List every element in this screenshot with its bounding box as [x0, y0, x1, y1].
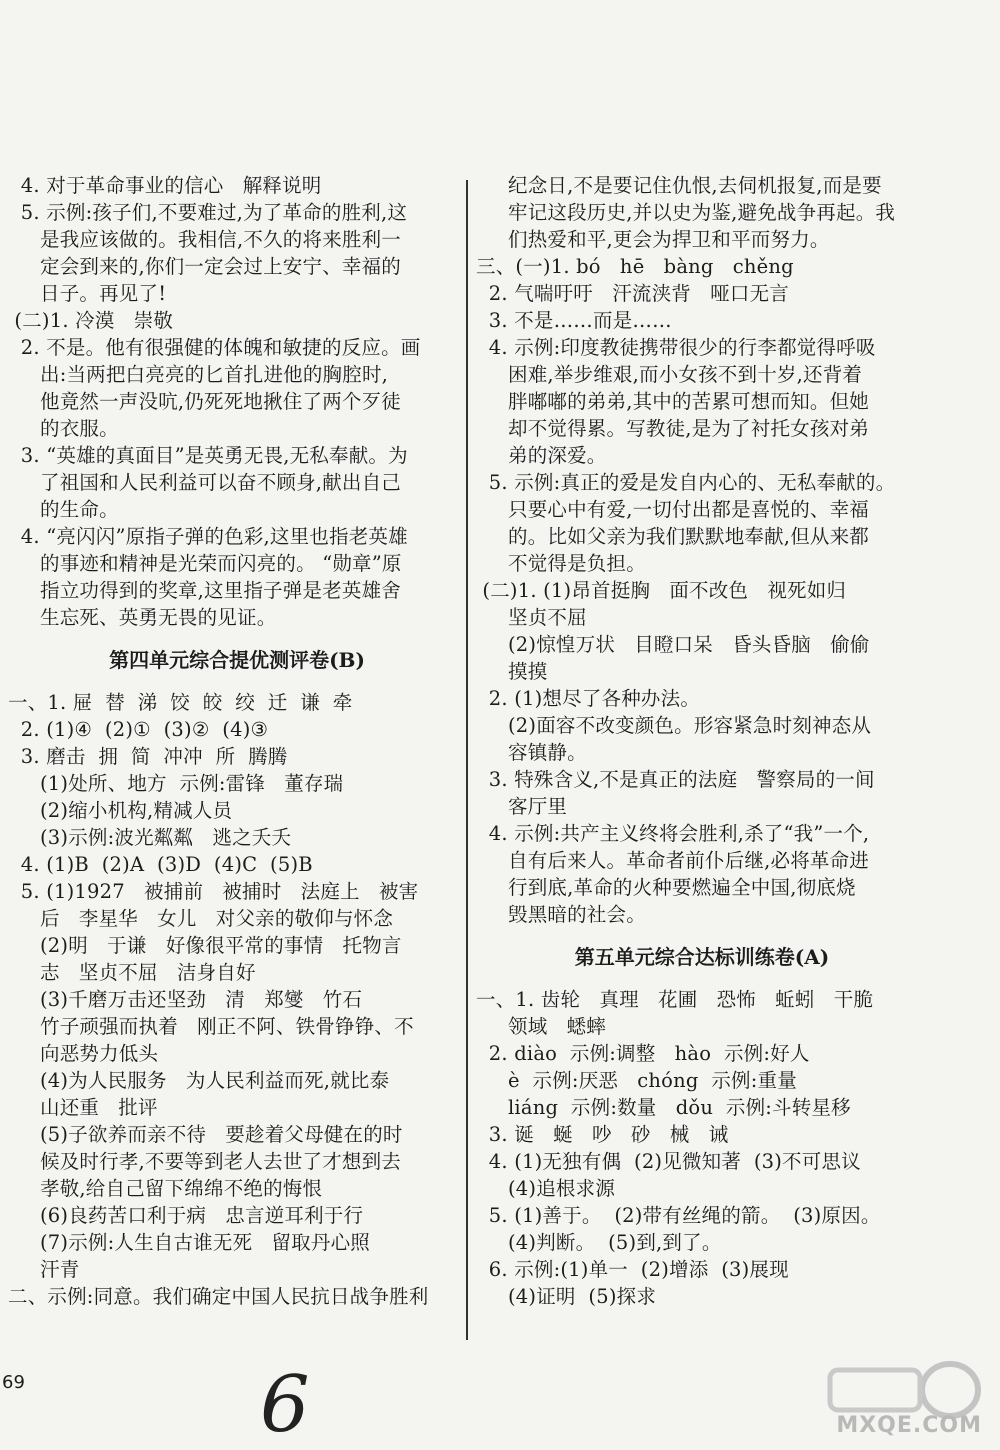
answer-line: (3)示例:波光粼粼 逃之夭夭 — [8, 826, 292, 849]
answer-line: 3. “英雄的真面目”是英勇无畏,无私奉献。为 — [8, 444, 408, 467]
answer-line: 们热爱和平,更会为捍卫和平而努力。 — [476, 228, 830, 251]
answer-line: 5. (1)善于。 (2)带有丝绳的箭。 (3)原因。 — [476, 1204, 881, 1227]
answer-line: 的事迹和精神是光荣而闪亮的。 “勋章”原 — [8, 552, 402, 575]
answer-line: 2. 不是。他有很强健的体魄和敏捷的反应。画 — [8, 336, 421, 359]
answer-line: (2)缩小机构,精减人员 — [8, 799, 233, 822]
answer-line: 困难,举步维艰,而小女孩不到十岁,还背着 — [476, 363, 863, 386]
answer-line: (2)惊惶万状 目瞪口呆 昏头昏脑 偷偷 — [476, 633, 870, 656]
answer-line: 2. diào 示例:调整 hào 示例:好人 — [476, 1042, 810, 1065]
answer-line: (1)处所、地方 示例:雷锋 董存瑞 — [8, 772, 344, 795]
watermark-text: MXQE.COM — [836, 1413, 982, 1438]
right-lines-group-2 — [476, 986, 928, 1310]
answer-line: 弟的深爱。 — [476, 444, 607, 467]
answer-line: 4. 对于革命事业的信心 解释说明 — [8, 174, 322, 197]
left-lines-group-2 — [8, 689, 466, 1310]
answer-line: 生忘死、英勇无畏的见证。 — [8, 606, 277, 629]
answer-line: 6. 示例:(1)单一 (2)增添 (3)展现 — [476, 1258, 789, 1281]
answer-line: 2. (1)想尽了各种办法。 — [476, 687, 701, 710]
answer-line: 领域 蟋蟀 — [476, 1015, 606, 1038]
answer-line: 了祖国和人民利益可以奋不顾身,献出自己 — [8, 471, 401, 494]
answer-line: 纪念日,不是要记住仇恨,去伺机报复,而是要 — [476, 174, 882, 197]
answer-line: 4. “亮闪闪”原指子弹的色彩,这里也指老英雄 — [8, 525, 408, 548]
answer-line: 一、1. 齿轮 真理 花圃 恐怖 蚯蚓 干脆 — [476, 988, 874, 1011]
answer-line: 自有后来人。革命者前仆后继,必将革命进 — [476, 849, 869, 872]
answer-line: 志 坚贞不屈 洁身自好 — [8, 961, 256, 984]
answer-line: (2)面容不改变颜色。形容紧急时刻神态从 — [476, 714, 872, 737]
answer-line: 3. 磨击 拥 简 冲冲 所 腾腾 — [8, 745, 288, 768]
handwritten-mark: 6 — [260, 1360, 310, 1450]
answer-line: (二)1. 冷漠 崇敬 — [8, 309, 174, 332]
answer-line: 4. 示例:共产主义终将会胜利,杀了“我”一个, — [476, 822, 870, 845]
answer-line: (2)明 于谦 好像很平常的事情 托物言 — [8, 934, 402, 957]
answer-line: 行到底,革命的火种要燃遍全中国,彻底烧 — [476, 876, 856, 899]
answer-line: 2. 气喘吁吁 汗流浃背 哑口无言 — [476, 282, 789, 305]
left-column — [8, 172, 466, 1310]
left-lines-group-1 — [8, 172, 466, 631]
answer-line: 竹子顽强而执着 刚正不阿、铁骨铮铮、不 — [8, 1015, 414, 1038]
answer-line: 山还重 批评 — [8, 1096, 158, 1119]
answer-line: 4. (1)无独有偶 (2)见微知著 (3)不可思议 — [476, 1150, 861, 1173]
answer-line: 汗青 — [8, 1258, 80, 1281]
answer-line: 三、(一)1. bó hē bàng chěng — [476, 255, 794, 278]
answer-line: 3. 特殊含义,不是真正的法庭 警察局的一间 — [476, 768, 875, 791]
answer-line: 容镇静。 — [476, 741, 587, 764]
answer-line: 出:当两把白亮亮的匕首扎进他的胸腔时, — [8, 363, 389, 386]
answer-line: liáng 示例:数量 dǒu 示例:斗转星移 — [476, 1096, 851, 1119]
right-lines-group-1 — [476, 172, 928, 928]
answer-line: (4)证明 (5)探求 — [476, 1285, 657, 1308]
answer-line: 二、示例:同意。我们确定中国人民抗日战争胜利 — [8, 1285, 429, 1308]
answer-line: (6)良药苦口利于病 忠言逆耳利于行 — [8, 1204, 364, 1227]
answer-line: (4)判断。 (5)到,到了。 — [476, 1231, 722, 1254]
answer-line: 一、1. 屉 替 涕 饺 皎 绞 迁 谦 牵 — [8, 691, 353, 714]
answer-line: 的衣服。 — [8, 417, 119, 440]
answer-line: 后 李星华 女儿 对父亲的敬仰与怀念 — [8, 907, 394, 930]
answer-line: 他竟然一声没吭,仍死死地揪住了两个歹徒 — [8, 390, 401, 413]
answer-line: (5)子欲养而亲不待 要趁着父母健在的时 — [8, 1123, 403, 1146]
answer-line: 客厅里 — [476, 795, 568, 818]
answer-line: (4)为人民服务 为人民利益而死,就比泰 — [8, 1069, 390, 1092]
answer-line: (7)示例:人生自古谁无死 留取丹心照 — [8, 1231, 370, 1254]
unit-4-heading: 第四单元综合提优测评卷(B) — [109, 648, 365, 672]
answer-line: 5. 示例:孩子们,不要难过,为了革命的胜利,这 — [8, 201, 408, 224]
answer-line: 摸摸 — [476, 660, 548, 683]
answer-line: 只要心中有爱,一切付出都是喜悦的、幸福 — [476, 498, 869, 521]
answer-line: 牢记这段历史,并以史为鉴,避免战争再起。我 — [476, 201, 896, 224]
answer-line: 的生命。 — [8, 498, 119, 521]
answer-line: è 示例:厌恶 chóng 示例:重量 — [476, 1069, 797, 1092]
page-number: 69 — [2, 1372, 25, 1393]
column-divider — [466, 180, 468, 1340]
answer-line: 坚贞不屈 — [476, 606, 587, 629]
unit-5-heading: 第五单元综合达标训练卷(A) — [574, 945, 830, 969]
answer-line: 孝敬,给自己留下绵绵不绝的悔恨 — [8, 1177, 323, 1200]
answer-line: 是我应该做的。我相信,不久的将来胜利一 — [8, 228, 401, 251]
answer-line: 3. 不是……而是…… — [476, 309, 672, 332]
answer-line: 2. (1)④ (2)① (3)② (4)③ — [8, 718, 269, 741]
answer-line: (3)千磨万击还坚劲 清 郑燮 竹石 — [8, 988, 363, 1011]
right-column — [476, 172, 928, 1310]
answer-line: 却不觉得累。写教徒,是为了衬托女孩对弟 — [476, 417, 869, 440]
answer-line: 5. 示例:真正的爱是发自内心的、无私奉献的。 — [476, 471, 896, 494]
answer-line: 向恶势力低头 — [8, 1042, 159, 1065]
watermark-logo — [810, 1356, 990, 1440]
answer-line: 4. (1)B (2)A (3)D (4)C (5)B — [8, 853, 313, 876]
answer-line: 5. (1)1927 被捕前 被捕时 法庭上 被害 — [8, 880, 419, 903]
answer-line: 指立功得到的奖章,这里指子弹是老英雄舍 — [8, 579, 401, 602]
answer-line: 4. 示例:印度教徒携带很少的行李都觉得呼吸 — [476, 336, 876, 359]
answer-line: 的。比如父亲为我们默默地奉献,但从来都 — [476, 525, 869, 548]
answer-line: 毁黑暗的社会。 — [476, 903, 646, 926]
answer-line: (二)1. (1)昂首挺胸 面不改色 视死如归 — [476, 579, 847, 602]
answer-line: 胖嘟嘟的弟弟,其中的苦累可想而知。但她 — [476, 390, 869, 413]
answer-line: 定会到来的,你们一定会过上安宁、幸福的 — [8, 255, 401, 278]
answer-line: (4)追根求源 — [476, 1177, 616, 1200]
answer-line: 候及时行孝,不要等到老人去世了才想到去 — [8, 1150, 401, 1173]
answer-line: 日子。再见了! — [8, 282, 167, 305]
answer-line: 不觉得是负担。 — [476, 552, 646, 575]
answer-line: 3. 诞 蜒 吵 砂 械 诫 — [476, 1123, 729, 1146]
